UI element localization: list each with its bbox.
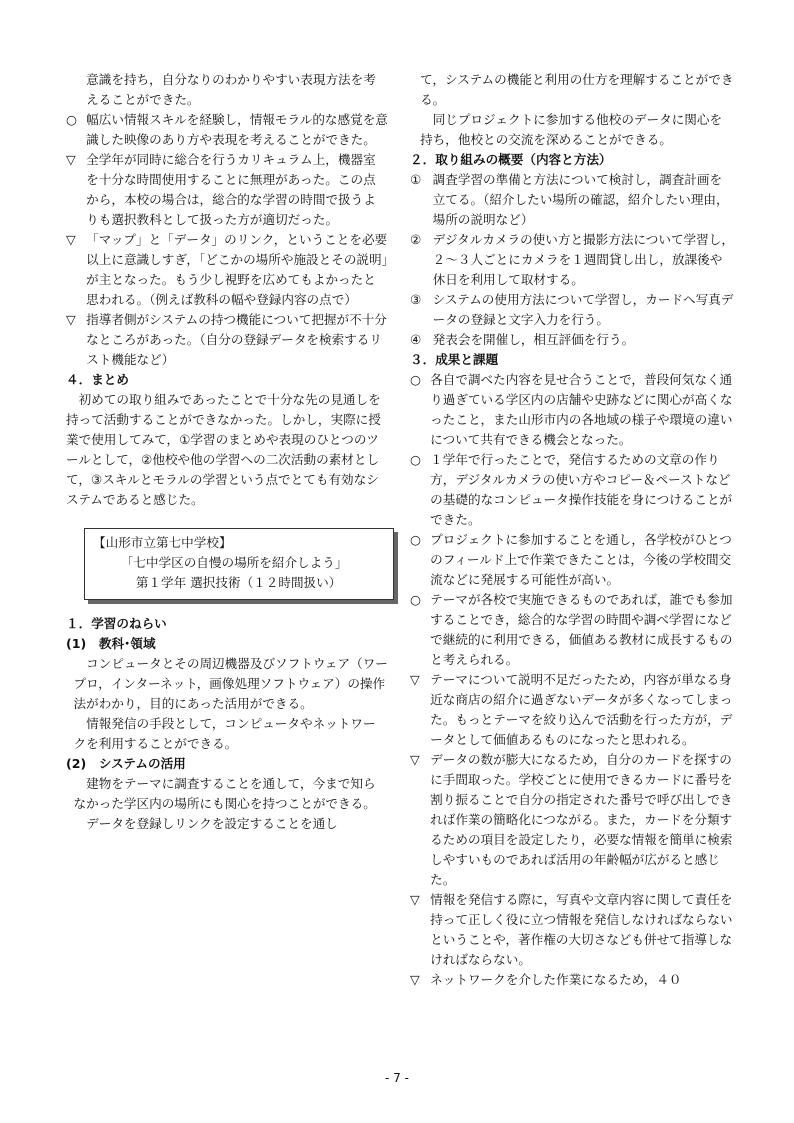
list-item [410, 890, 734, 970]
list-item [410, 670, 734, 750]
list-item-text: データの数が膨大になるため，自分のカードを探すのに手間取った。学校ごとに使用できるカードに番号を割り振ることで自分の指定された番号で呼び出しできれば作業の簡略化につながる。また，カードを分類するための項目を設定したり，必要な情報を簡単に検索しやすいものであれば活用の年齢幅が広がると感じた。 [430, 752, 733, 887]
triangle-mark: ▽ [66, 312, 76, 327]
triangle-mark: ▽ [410, 892, 420, 907]
paragraph: 情報発信の手段として，コンピュータやネットワークを利用することができる。 [73, 716, 376, 751]
list-item [410, 370, 734, 450]
number-mark: ② [410, 232, 422, 247]
triangle-mark: ▽ [66, 232, 76, 247]
subheading-subject: (1) 教科･領域 [66, 636, 156, 651]
paragraph: データを登録しリンクを設定することを通し [86, 816, 338, 831]
list-item [410, 750, 734, 890]
project-title: 「七中学区の自慢の場所を紹介しよう」 [120, 555, 348, 570]
triangle-mark: ▽ [410, 672, 420, 687]
list-item-text: 各自で調べた内容を見せ合うことで，普段何気なく通り過ぎている学区内の店舗や史跡などに関心が高くなったこと，また山形市内の各地域の様子や環境の違いについて共有できる機会となった。 [430, 372, 733, 447]
circle-mark: ○ [410, 372, 421, 387]
list-item-text: デジタルカメラの使い方と撮影方法について学習し，２～３人ごとにカメラを１週間貸し出し，放課後や休日を利用して取材する。 [432, 232, 734, 287]
paragraph: 建物をテーマに調査することを通して，今まで知らなかった学区内の場所にも関心を持つことができる。 [73, 776, 376, 811]
list-item [410, 530, 734, 590]
number-mark: ④ [410, 332, 422, 347]
paragraph: 同じプロジェクトに参加する他校のデータに関心を持ち，他校との交流を深めることができる。 [420, 112, 723, 147]
list-item [66, 150, 388, 230]
list-item [66, 230, 388, 310]
section-heading-matome: ４．まとめ [66, 372, 129, 387]
list-item [410, 450, 734, 530]
triangle-mark: ▽ [410, 972, 420, 987]
left-column [66, 70, 388, 834]
section-heading-results: ３．成果と課題 [410, 352, 499, 367]
list-item-text: 全学年が同時に総合を行うカリキュラム上，機器室を十分な時間使用することに無理があった。この点から，本校の場合は，総合的な学習の時間で扱うよりも選択教科として扱った方が適切だった。 [86, 152, 376, 227]
list-item [410, 230, 734, 290]
circle-mark: ○ [66, 112, 77, 127]
list-item-text: 指導者側がシステムの持つ機能について把握が不十分なところがあった。（自分の登録データを検索するリスト機能など） [86, 312, 387, 367]
number-mark: ③ [410, 292, 422, 307]
list-item-text: システムの使用方法について学習し，カードへ写真データの登録と文字入力を行う。 [432, 292, 734, 327]
number-mark: ① [410, 172, 422, 187]
list-item-text: 発表会を開催し，相互評価を行う。 [432, 332, 635, 347]
list-item [410, 170, 734, 230]
list-item [410, 330, 734, 350]
list-item-text: ネットワークを介した作業になるため，４０ [430, 972, 682, 987]
page-number: - 7 - [385, 1071, 409, 1085]
list-item-text: 情報を発信する際に，写真や文章内容に関して責任を持って正しく役に立つ情報を発信しなければならないということや，著作権の大切さなども併せて指導しなければならない。 [430, 892, 733, 967]
paragraph: 意識を持ち，自分なりのわかりやすい表現方法を考えることができた。 [86, 72, 376, 107]
paragraph: 初めての取り組みであったことで十分な先の見通しを持って活動することができなかった。しかし，実際に授業で使用してみて，①学習のまとめや表現のひとつのツールとして，②他校や他の学習への二次活動の素材として，③スキルとモラルの学習という点でとても有効なシステムであると感じた。 [66, 392, 381, 507]
list-item-text: 幅広い情報スキルを経験し，情報モラル的な感覚を意識した映像のあり方や表現を考えることができた。 [86, 112, 388, 147]
circle-mark: ○ [410, 452, 421, 467]
subheading-system: (2) システムの活用 [66, 756, 186, 771]
triangle-mark: ▽ [410, 752, 420, 767]
project-grade: 第１学年 選択技術（１２時間扱い） [135, 575, 342, 590]
list-item-text: テーマが各校で実施できるものであれば，誰でも参加することでき，総合的な学習の時間や調べ学習になどで継続的に利用できる，価値ある教材に成長するものと考えられる。 [430, 592, 733, 667]
triangle-mark: ▽ [66, 152, 76, 167]
right-column [410, 70, 734, 990]
school-info-box [84, 528, 394, 600]
section-heading-overview: ２．取り組みの概要（内容と方法） [410, 152, 612, 167]
paragraph: て，システムの機能と利用の仕方を理解することができる。 [420, 72, 734, 107]
list-item [410, 290, 734, 330]
paragraph: コンピュータとその周辺機器及びソフトウェア（ワープロ，インターネット，画像処理ソフトウェア）の操作法がわかり，目的にあった活用ができる。 [73, 656, 388, 711]
list-item [410, 970, 734, 990]
circle-mark: ○ [410, 592, 421, 607]
circle-mark: ○ [410, 532, 421, 547]
list-item [66, 110, 388, 150]
list-item-text: 「マップ」と「データ」のリンク，ということを必要以上に意識しすぎ，「どこかの場所や施設とその説明」が主となった。もう少し視野を広めてもよかったと思われる。（例えば教科の幅や登録内容の点で） [86, 232, 388, 307]
list-item [410, 590, 734, 670]
section-heading-aims: １．学習のねらい [66, 616, 167, 631]
list-item-text: １学年で行ったことで，発信するための文章の作り方，デジタルカメラの使い方やコピー＆ペーストなどの基礎的なコンピュータ操作技能を身につけることができた。 [430, 452, 733, 527]
school-name: 【山形市立第七中学校】 [93, 535, 232, 550]
list-item-text: テーマについて説明不足だったため，内容が単なる身近な商店の紹介に過ぎないデータが多くなってしまった。もっとテーマを絞り込んで活動を行った方が，データとして価値あるものになったと思われる。 [430, 672, 733, 747]
list-item-text: 調査学習の準備と方法について検討し，調査計画を立てる。（紹介したい場所の確認，紹介したい理由，場所の説明など） [432, 172, 729, 227]
list-item [66, 310, 388, 370]
list-item-text: プロジェクトに参加することを通し，各学校がひとつのフィールド上で作業できたことは，今後の学校間交流などに発展する可能性が高い。 [430, 532, 732, 587]
